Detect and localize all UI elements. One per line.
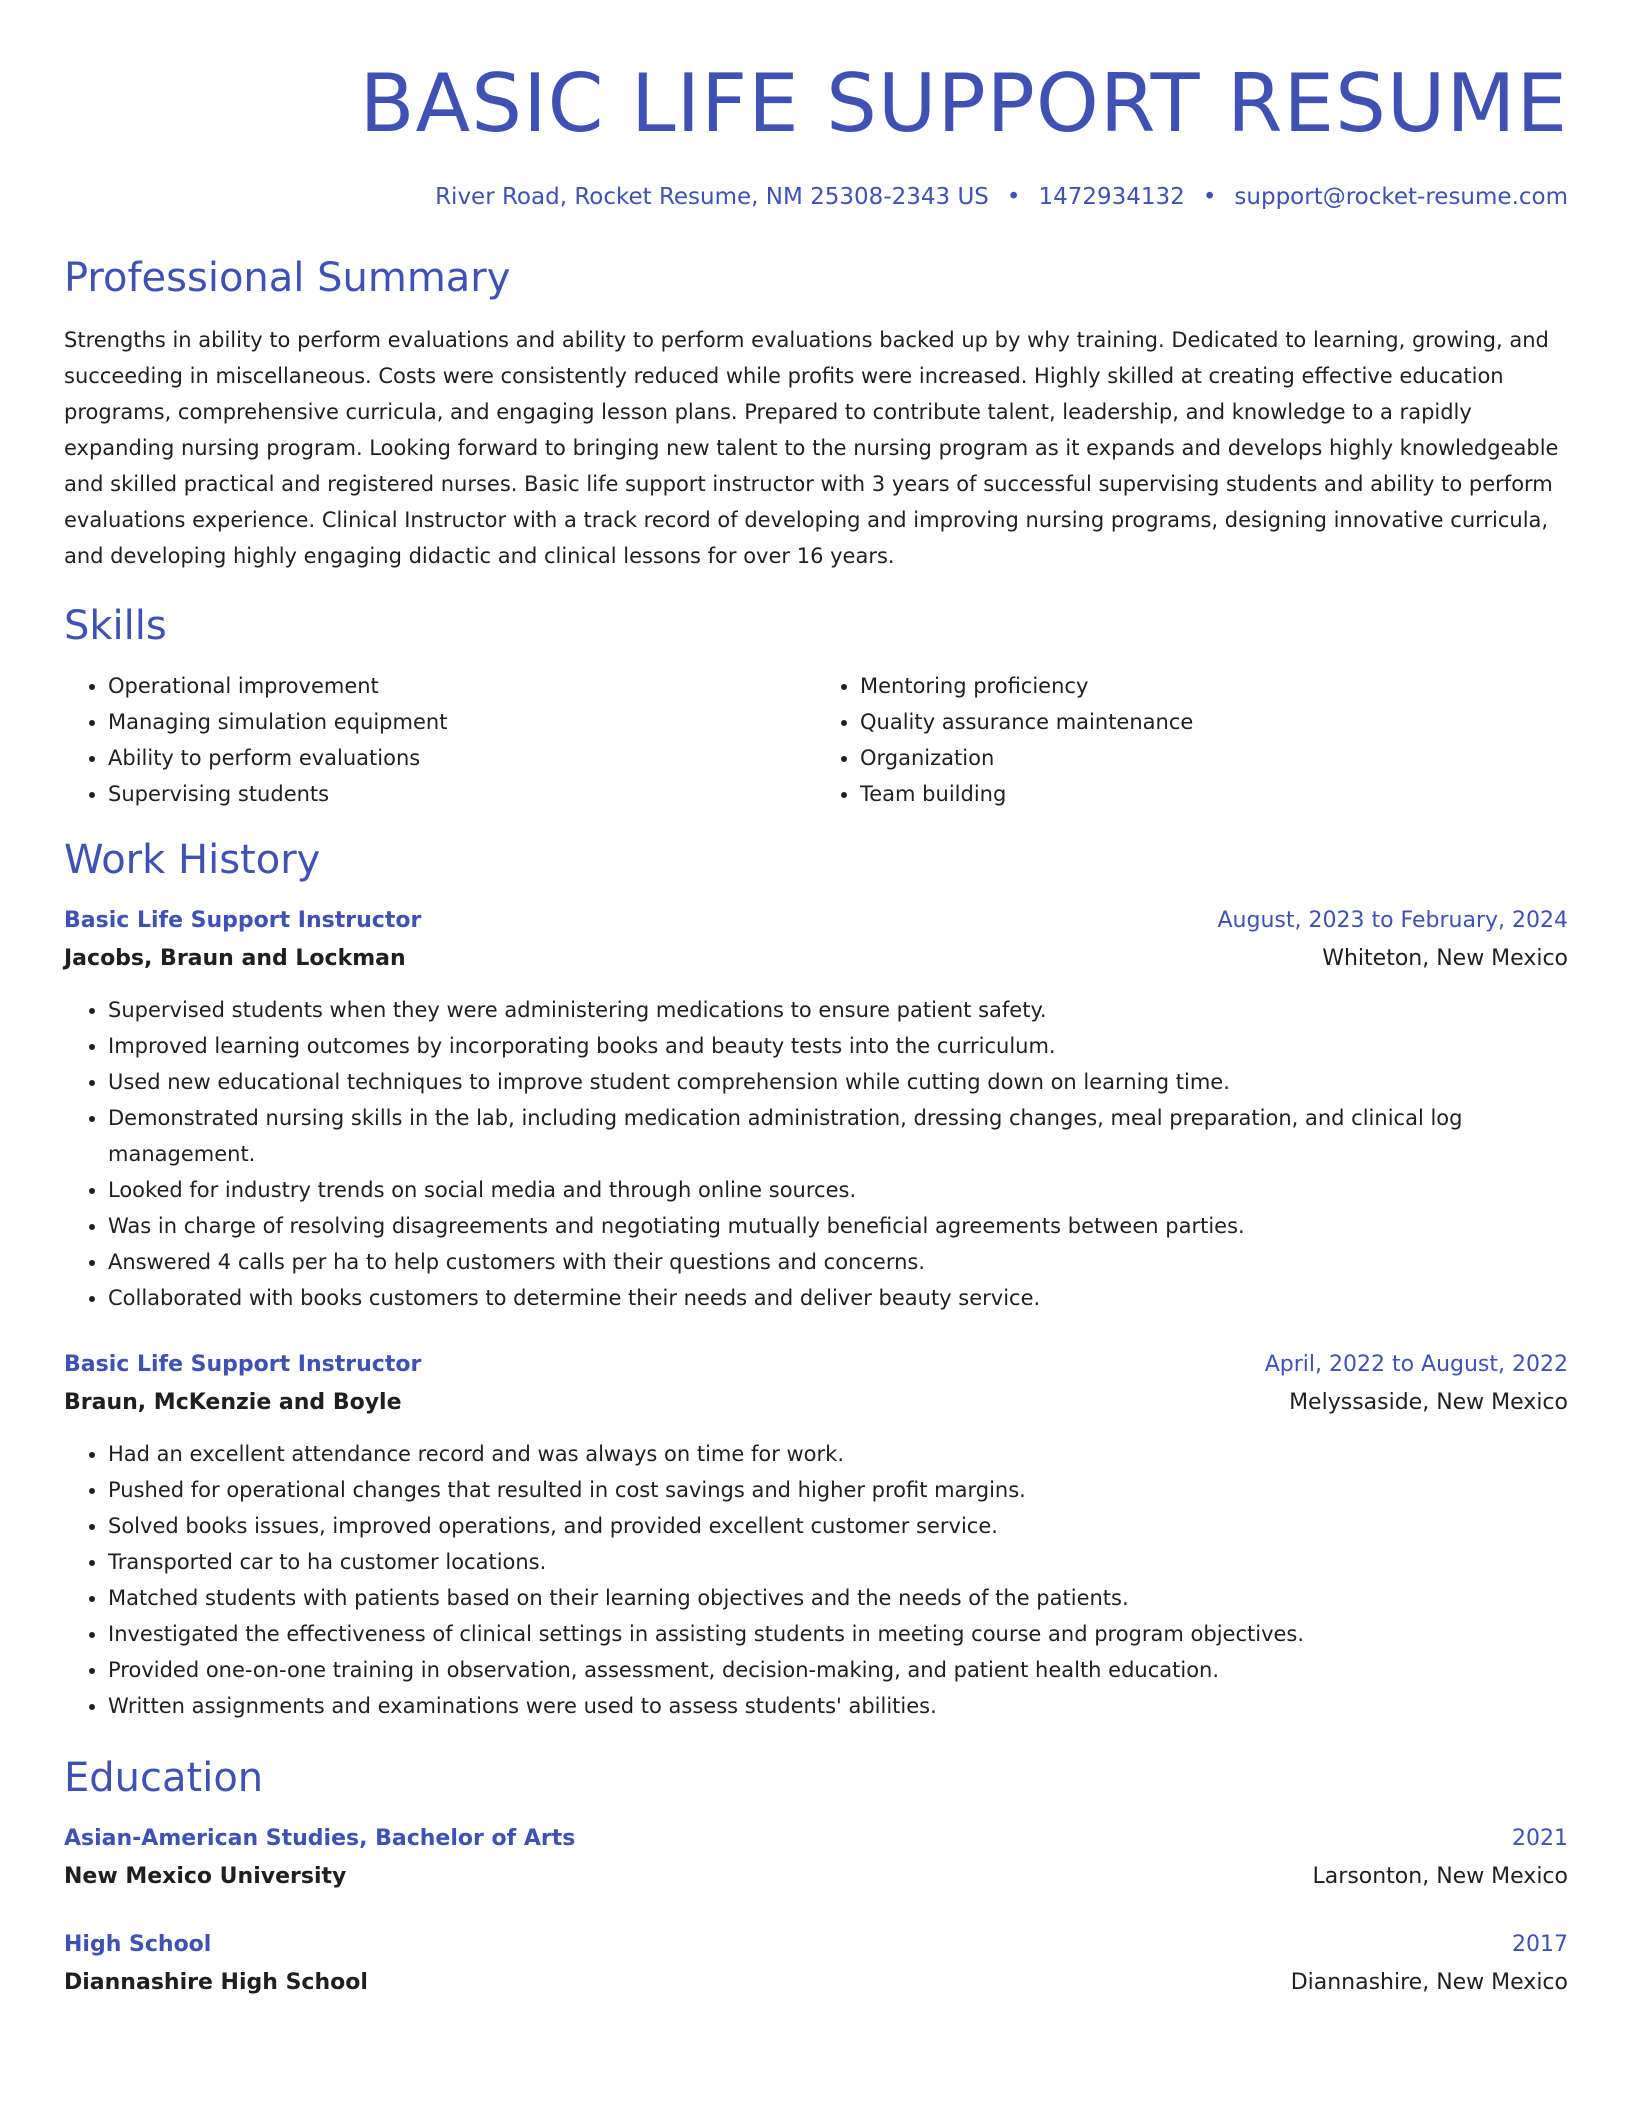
job-title: Basic Life Support Instructor: [64, 908, 422, 933]
education-year: 2017: [1512, 1932, 1568, 1957]
contact-line: [64, 184, 1568, 210]
job-bullet: • Pushed for operational changes that resulted in cost savings and higher profit margins.: [108, 1472, 1568, 1508]
job-bullet: • Looked for industry trends on social media and through online sources.: [108, 1172, 1568, 1208]
resume-name: BASIC LIFE SUPPORT RESUME: [359, 57, 1568, 150]
education-location: Diannashire, New Mexico: [1290, 1970, 1568, 1995]
skills-grid: [64, 668, 1568, 812]
education-section: [64, 1754, 1568, 2002]
job-bullet: • Improved learning outcomes by incorporating books and beauty tests into the curriculum.: [108, 1028, 1568, 1064]
job-bullet: • Used new educational techniques to improve student comprehension while cutting down on learning time.: [108, 1064, 1568, 1100]
skill-item: • Managing simulation equipment: [108, 704, 816, 740]
work-section: [64, 836, 1568, 1724]
job-dates: April, 2022 to August, 2022: [1264, 1352, 1568, 1377]
skill-item: • Organization: [860, 740, 1568, 776]
job-bullet: • Supervised students when they were administering medications to ensure patient safety.: [108, 992, 1568, 1028]
job-company: Jacobs, Braun and Lockman: [64, 946, 406, 971]
job-location: Melyssaside, New Mexico: [1289, 1390, 1568, 1415]
job-location: Whiteton, New Mexico: [1322, 946, 1568, 971]
job-bullet: • Investigated the effectiveness of clinical settings in assisting students in meeting course and program objectives.: [108, 1616, 1568, 1652]
contact-email[interactable]: support@rocket-resume.com: [1234, 184, 1568, 210]
skill-item: • Supervising students: [108, 776, 816, 812]
skills-title: Skills: [64, 603, 167, 649]
education-title: Education: [64, 1755, 264, 1801]
job-title: Basic Life Support Instructor: [64, 1352, 422, 1377]
job-bullets: [64, 992, 1568, 1316]
contact-address: River Road, Rocket Resume, NM 25308-2343 US: [435, 184, 989, 210]
job-bullet: • Solved books issues, improved operations, and provided excellent customer service.: [108, 1508, 1568, 1544]
job-bullet: • Answered 4 calls per ha to help customers with their questions and concerns.: [108, 1244, 1568, 1280]
education-school: New Mexico University: [64, 1864, 347, 1889]
job-entry: [64, 902, 1568, 1316]
education-location: Larsonton, New Mexico: [1312, 1864, 1568, 1889]
job-bullet: • Written assignments and examinations were used to assess students' abilities.: [108, 1688, 1568, 1724]
job-bullet: • Matched students with patients based on their learning objectives and the needs of the patients.: [108, 1580, 1568, 1616]
skill-item: • Operational improvement: [108, 668, 816, 704]
education-school: Diannashire High School: [64, 1970, 368, 1995]
contact-separator: •: [1006, 184, 1021, 210]
education-year: 2021: [1512, 1826, 1568, 1851]
skill-item: • Team building: [860, 776, 1568, 812]
education-entry: [64, 1820, 1568, 1896]
job-dates: August, 2023 to February, 2024: [1217, 908, 1568, 933]
summary-text: Strengths in ability to perform evaluations and ability to perform evaluations backed up by why training. Dedicated to learning, growing, and succeeding in miscellaneous. Costs were consistently reduced while profits were increased. Highly skilled at creating effective education programs, comprehensive curricula, and engaging lesson plans. Prepared to contribute talent, leadership, and knowledge to a rapidly expanding nursing program. Looking forward to bringing new talent to the nursing program as it expands and develops highly knowledgeable and skilled practical and registered nurses. Basic life support instructor with 3 years of successful supervising students and ability to perform evaluations experience. Clinical Instructor with a track record of developing and improving nursing programs, designing innovative curricula, and developing highly engaging didactic and clinical lessons for over 16 years.: [64, 328, 1559, 568]
skills-list-left: [64, 668, 816, 812]
job-bullet: • Demonstrated nursing skills in the lab, including medication administration, dressing changes, meal preparation, and clinical log management.: [108, 1100, 1568, 1172]
skill-item: • Ability to perform evaluations: [108, 740, 816, 776]
job-company: Braun, McKenzie and Boyle: [64, 1390, 402, 1415]
job-bullets: [64, 1436, 1568, 1724]
education-degree: Asian-American Studies, Bachelor of Arts: [64, 1826, 576, 1851]
skills-list-right: [816, 668, 1568, 812]
summary-section: [64, 254, 1568, 574]
job-bullet: • Had an excellent attendance record and was always on time for work.: [108, 1436, 1568, 1472]
education-degree: High School: [64, 1932, 212, 1957]
education-entry: [64, 1926, 1568, 2002]
job-bullet: • Collaborated with books customers to determine their needs and deliver beauty service.: [108, 1280, 1568, 1316]
skills-section: [64, 602, 1568, 812]
contact-phone: 1472934132: [1038, 184, 1185, 210]
job-bullet: • Provided one-on-one training in observation, assessment, decision-making, and patient health education.: [108, 1652, 1568, 1688]
skill-item: • Quality assurance maintenance: [860, 704, 1568, 740]
contact-separator: •: [1202, 184, 1217, 210]
job-bullet: • Transported car to ha customer locations.: [108, 1544, 1568, 1580]
summary-title: Professional Summary: [64, 255, 511, 301]
job-bullet: • Was in charge of resolving disagreements and negotiating mutually beneficial agreements between parties.: [108, 1208, 1568, 1244]
skill-item: • Mentoring proficiency: [860, 668, 1568, 704]
job-entry: [64, 1346, 1568, 1724]
work-title: Work History: [64, 837, 321, 883]
